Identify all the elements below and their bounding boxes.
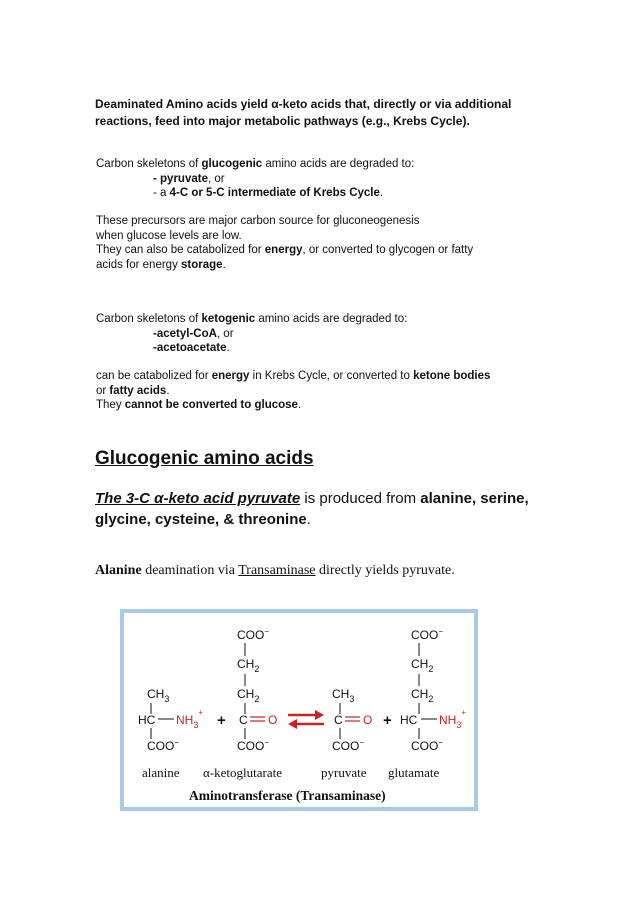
pyruvate-subheading: The 3-C α-keto acid pyruvate is produced from alanine, serine, glycine, cysteine, & threonine. xyxy=(95,490,529,528)
ala-nh3: $NH_3^+$ xyxy=(176,708,204,730)
glu-ch2-a: $CH_2$ xyxy=(411,657,434,674)
akg-oxygen: O xyxy=(268,713,278,727)
transamination-diagram xyxy=(120,609,478,811)
enzyme-label: Aminotransferase (Transaminase) xyxy=(189,788,386,803)
ala-hc: HC xyxy=(138,713,156,727)
glu-coo-bottom: COO− xyxy=(411,738,444,753)
label-alpha-ketoglutarate: α-ketoglutarate xyxy=(203,765,282,780)
akg-ch2-a: $CH_2$ xyxy=(237,657,260,674)
label-pyruvate: pyruvate xyxy=(321,765,367,780)
pyr-carbon: C xyxy=(334,713,343,727)
ketogenic-block: Carbon skeletons of ketogenic amino acids are degraded to: -acetyl-CoA, or -acetoacetate. xyxy=(96,313,408,354)
section-heading: Glucogenic amino acids xyxy=(95,448,314,469)
label-alanine: alanine xyxy=(142,765,180,780)
alanine-deamination-line: Alanine deamination via Transaminase directly yields pyruvate. xyxy=(95,563,455,578)
glu-hc: HC xyxy=(400,713,418,727)
ala-ch3: $CH_3$ xyxy=(147,687,170,704)
plus-sign-right: + xyxy=(383,712,392,729)
glucogenic-block: Carbon skeletons of glucogenic amino acids are degraded to: - pyruvate, or - a 4-C or 5-C intermediate of Krebs Cycle. xyxy=(96,158,415,199)
ala-coo: COO− xyxy=(147,738,180,753)
precursors-paragraph: These precursors are major carbon source for gluconeogenesis when glucose levels are low. They can also be catabolized for energy, or converted to glycogen or fatty acids for energy storage. xyxy=(96,215,474,271)
pyr-coo: COO− xyxy=(332,738,365,753)
akg-carbon: C xyxy=(239,713,248,727)
glu-coo-top: COO− xyxy=(411,627,444,642)
catabolized-paragraph: can be catabolized for energy in Krebs Cycle, or converted to ketone bodies or fatty acids. They cannot be converted to glucose. xyxy=(96,370,491,411)
reaction-svg xyxy=(124,613,474,807)
akg-coo-top: COO− xyxy=(237,627,270,642)
label-glutamate: glutamate xyxy=(388,765,440,780)
glu-nh3: $NH_3^+$ xyxy=(439,708,467,730)
pyr-oxygen: O xyxy=(363,713,373,727)
intro-paragraph: Deaminated Amino acids yield α-keto acids that, directly or via additional reactions, feed into major metabolic pathways (e.g., Krebs Cycle). xyxy=(95,97,512,128)
glu-ch2-b: $CH_2$ xyxy=(411,687,434,704)
akg-ch2-b: $CH_2$ xyxy=(237,687,260,704)
plus-sign-left: + xyxy=(217,712,226,729)
pyr-ch3: $CH_3$ xyxy=(332,687,355,704)
akg-coo-bottom: COO− xyxy=(237,738,270,753)
